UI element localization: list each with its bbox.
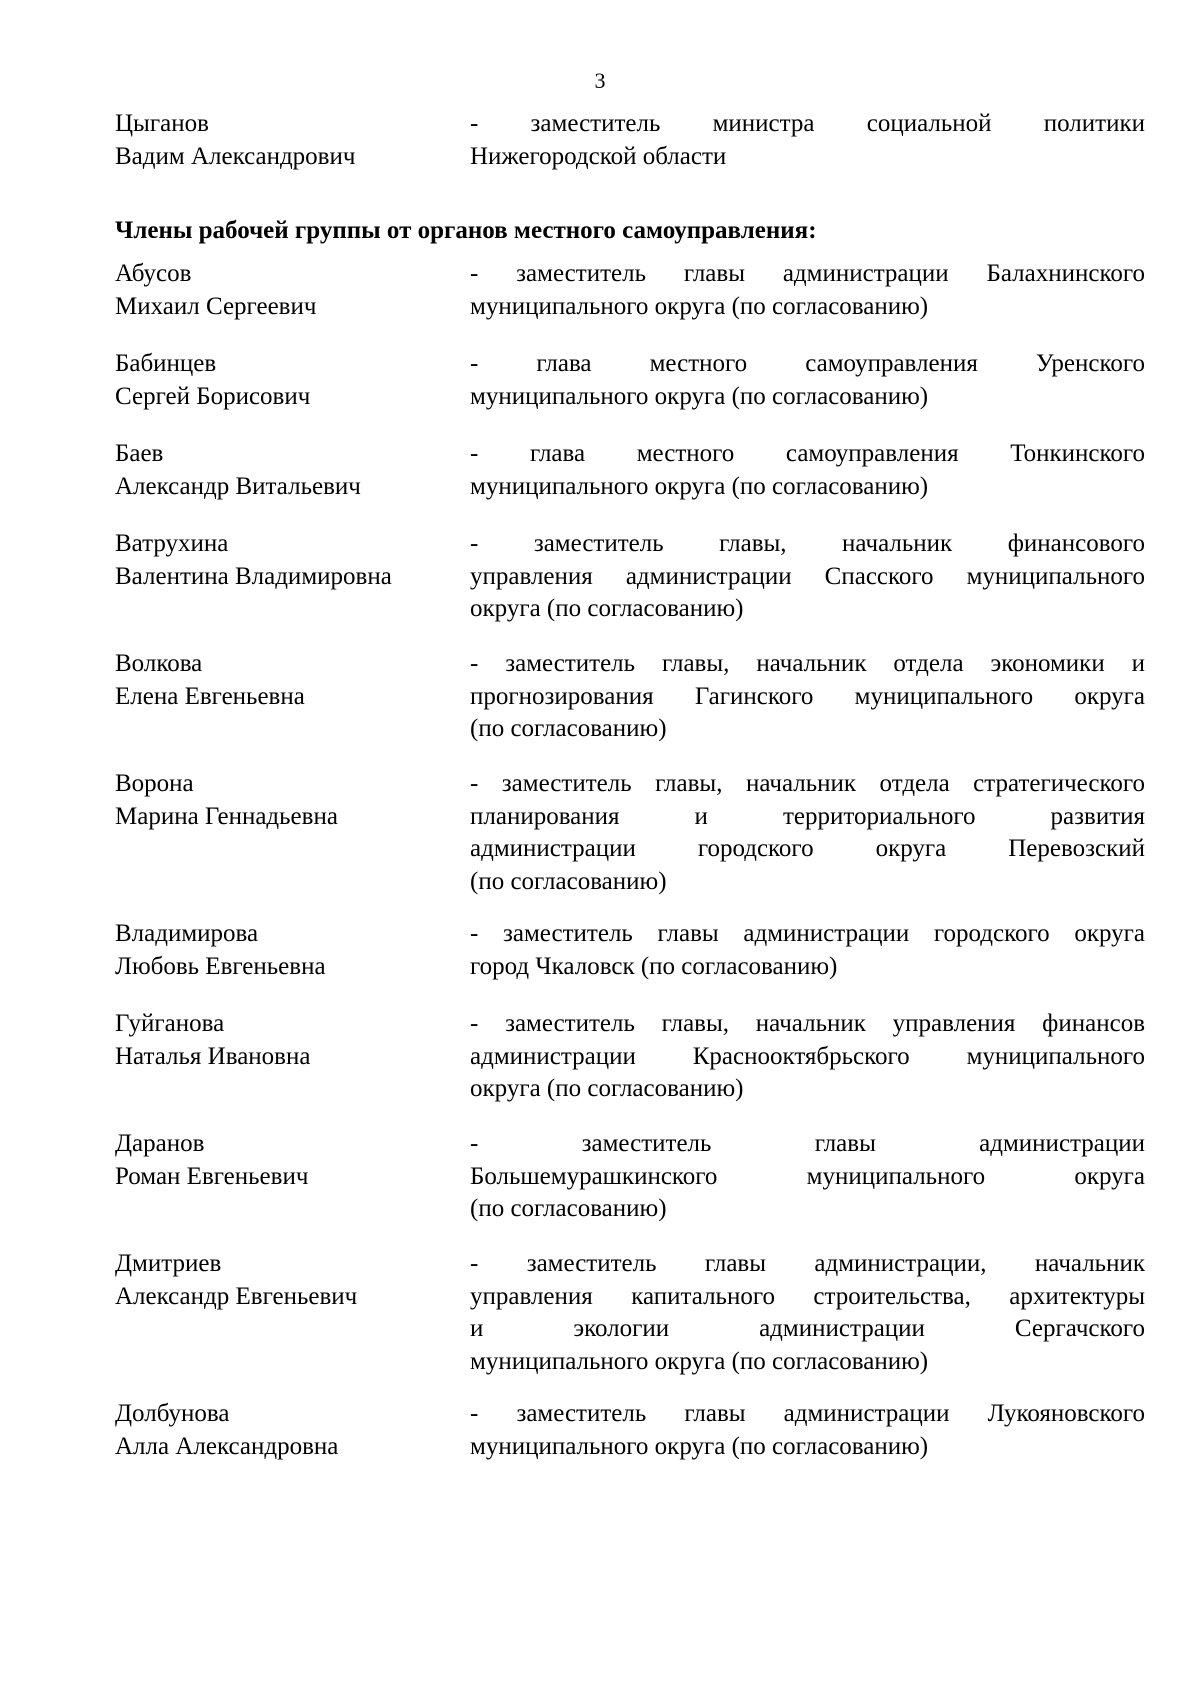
section-heading: Члены рабочей группы от органов местного самоуправления: [115, 217, 817, 244]
member-given-names: Любовь Евгеньевна [115, 952, 326, 980]
member-name [115, 768, 455, 833]
member-given-names: Елена Евгеньевна [115, 682, 305, 710]
position-line: (по согласованию) [470, 867, 667, 895]
position-line: город Чкаловск (по согласованию) [470, 952, 838, 980]
position-line: прогнозирования Гагинского муниципального округа [470, 682, 1145, 710]
position-line: - заместитель главы администрации [470, 1130, 1145, 1157]
position-line: управления капитального строительства, архитектуры [470, 1282, 1145, 1310]
member-name [115, 108, 455, 173]
position-line: планирования и территориального развития [470, 802, 1145, 830]
member-surname: Долбунова [115, 1400, 230, 1427]
member-position [470, 1008, 1145, 1106]
member-name [115, 648, 455, 713]
member-surname: Ватрухина [115, 530, 229, 557]
member-given-names: Валентина Владимировна [115, 562, 392, 590]
member-surname: Ворона [115, 770, 194, 797]
member-name [115, 1008, 455, 1073]
member-given-names: Роман Евгеньевич [115, 1162, 309, 1190]
position-line: округа (по согласованию) [470, 595, 744, 622]
member-given-names: Марина Геннадьевна [115, 802, 338, 830]
member-position [470, 1128, 1145, 1226]
position-line: муниципального округа (по согласованию) [470, 1432, 929, 1460]
position-line: администрации Краснооктябрьского муниципального [470, 1042, 1145, 1070]
page-number: 3 [594, 68, 606, 93]
member-name [115, 1398, 455, 1463]
member-given-names: Сергей Борисович [115, 382, 311, 410]
member-surname: Абусов [115, 260, 192, 287]
member-position [470, 348, 1145, 413]
member-given-names: Александр Витальевич [115, 472, 361, 500]
member-position [470, 258, 1145, 323]
member-given-names: Наталья Ивановна [115, 1042, 311, 1070]
member-position [470, 528, 1145, 626]
member-surname: Владимирова [115, 920, 259, 947]
member-position [470, 1248, 1145, 1378]
member-surname: Дмитриев [115, 1250, 222, 1277]
position-line: (по согласованию) [470, 715, 667, 742]
member-surname: Гуйганова [115, 1010, 225, 1037]
member-surname: Баев [115, 440, 164, 467]
member-name [115, 438, 455, 503]
position-line: и экологии администрации Сергачского [470, 1315, 1145, 1342]
member-position [470, 1398, 1145, 1463]
member-position [470, 108, 1145, 173]
member-position [470, 768, 1145, 898]
member-name [115, 348, 455, 413]
position-line: управления администрации Спасского муниципального [470, 562, 1145, 590]
member-position [470, 918, 1145, 983]
position-line: - заместитель главы, начальник финансового [470, 530, 1145, 557]
position-line: - глава местного самоуправления Тонкинского [470, 440, 1145, 467]
position-line: - глава местного самоуправления Уренского [470, 350, 1145, 377]
member-surname: Волкова [115, 650, 203, 677]
position-line: администрации городского округа Перевозский [470, 835, 1145, 862]
position-line: Большемурашкинского муниципального округа [470, 1162, 1145, 1190]
member-name [115, 528, 455, 593]
member-name [115, 918, 455, 983]
position-line: - заместитель главы администрации Лукояновского [470, 1400, 1145, 1427]
position-line: - заместитель главы, начальник отдела экономики и [470, 650, 1145, 677]
member-name [115, 258, 455, 323]
member-name [115, 1128, 455, 1193]
position-line: муниципального округа (по согласованию) [470, 472, 929, 500]
member-name [115, 1248, 455, 1313]
position-line: муниципального округа (по согласованию) [470, 382, 929, 410]
position-line: - заместитель главы администрации городского округа [470, 920, 1145, 947]
member-given-names: Алла Александровна [115, 1432, 339, 1460]
position-line: - заместитель главы администрации, начальник [470, 1250, 1145, 1277]
member-position [470, 438, 1145, 503]
position-line: округа (по согласованию) [470, 1075, 744, 1102]
member-given-names: Александр Евгеньевич [115, 1282, 358, 1310]
member-position [470, 648, 1145, 746]
position-line: муниципального округа (по согласованию) [470, 1347, 929, 1375]
position-line: - заместитель министра социальной политики [470, 110, 1145, 137]
member-given-names: Вадим Александрович [115, 142, 356, 170]
position-line: - заместитель главы, начальник управления финансов [470, 1010, 1145, 1037]
member-surname: Цыганов [115, 110, 209, 137]
member-given-names: Михаил Сергеевич [115, 292, 317, 320]
position-line: - заместитель главы, начальник отдела стратегического [470, 770, 1145, 797]
position-line: Нижегородской области [470, 142, 727, 170]
member-surname: Даранов [115, 1130, 205, 1157]
position-line: (по согласованию) [470, 1195, 667, 1222]
position-line: муниципального округа (по согласованию) [470, 292, 929, 320]
position-line: - заместитель главы администрации Балахнинского [470, 260, 1145, 287]
member-surname: Бабинцев [115, 350, 217, 377]
